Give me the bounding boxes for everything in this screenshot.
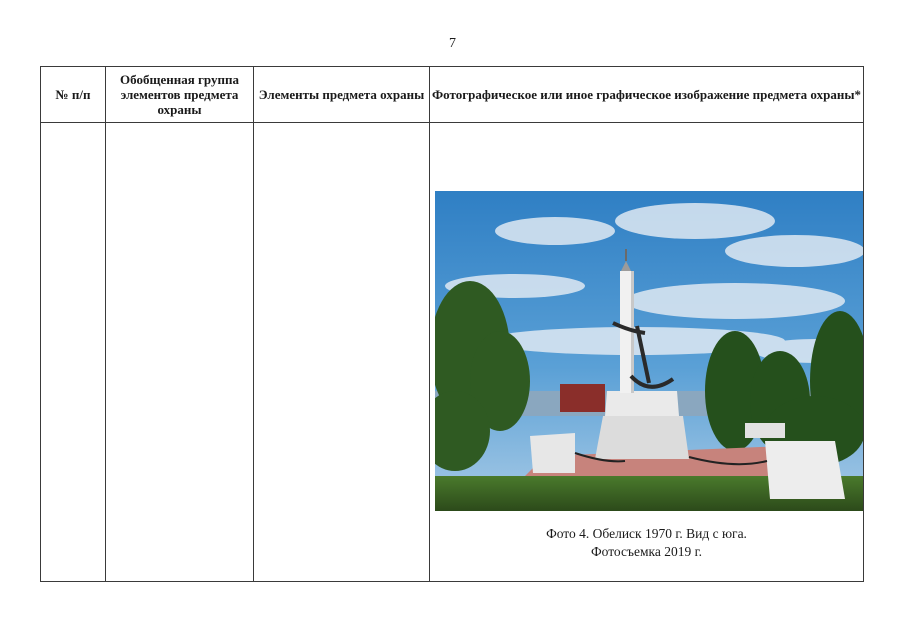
protection-table (40, 66, 864, 582)
header-image: Фотографическое или иное графическое изображение предмета охраны* (430, 67, 864, 123)
cell-elements (254, 123, 430, 582)
table-header-row (41, 67, 864, 123)
header-group: Обобщенная группа элементов предмета охраны (106, 67, 254, 123)
header-num: № п/п (41, 67, 106, 123)
photo-caption (430, 525, 863, 561)
caption-line-1: Фото 4. Обелиск 1970 г. Вид с юга. (546, 526, 747, 541)
cell-image (430, 123, 864, 582)
table-row (41, 123, 864, 582)
obelisk-photo (435, 191, 863, 511)
page-number: 7 (449, 36, 456, 51)
cell-group (106, 123, 254, 582)
cell-num (41, 123, 106, 582)
caption-line-2: Фотосъемка 2019 г. (590, 544, 703, 559)
header-elements: Элементы предмета охраны (254, 67, 430, 123)
